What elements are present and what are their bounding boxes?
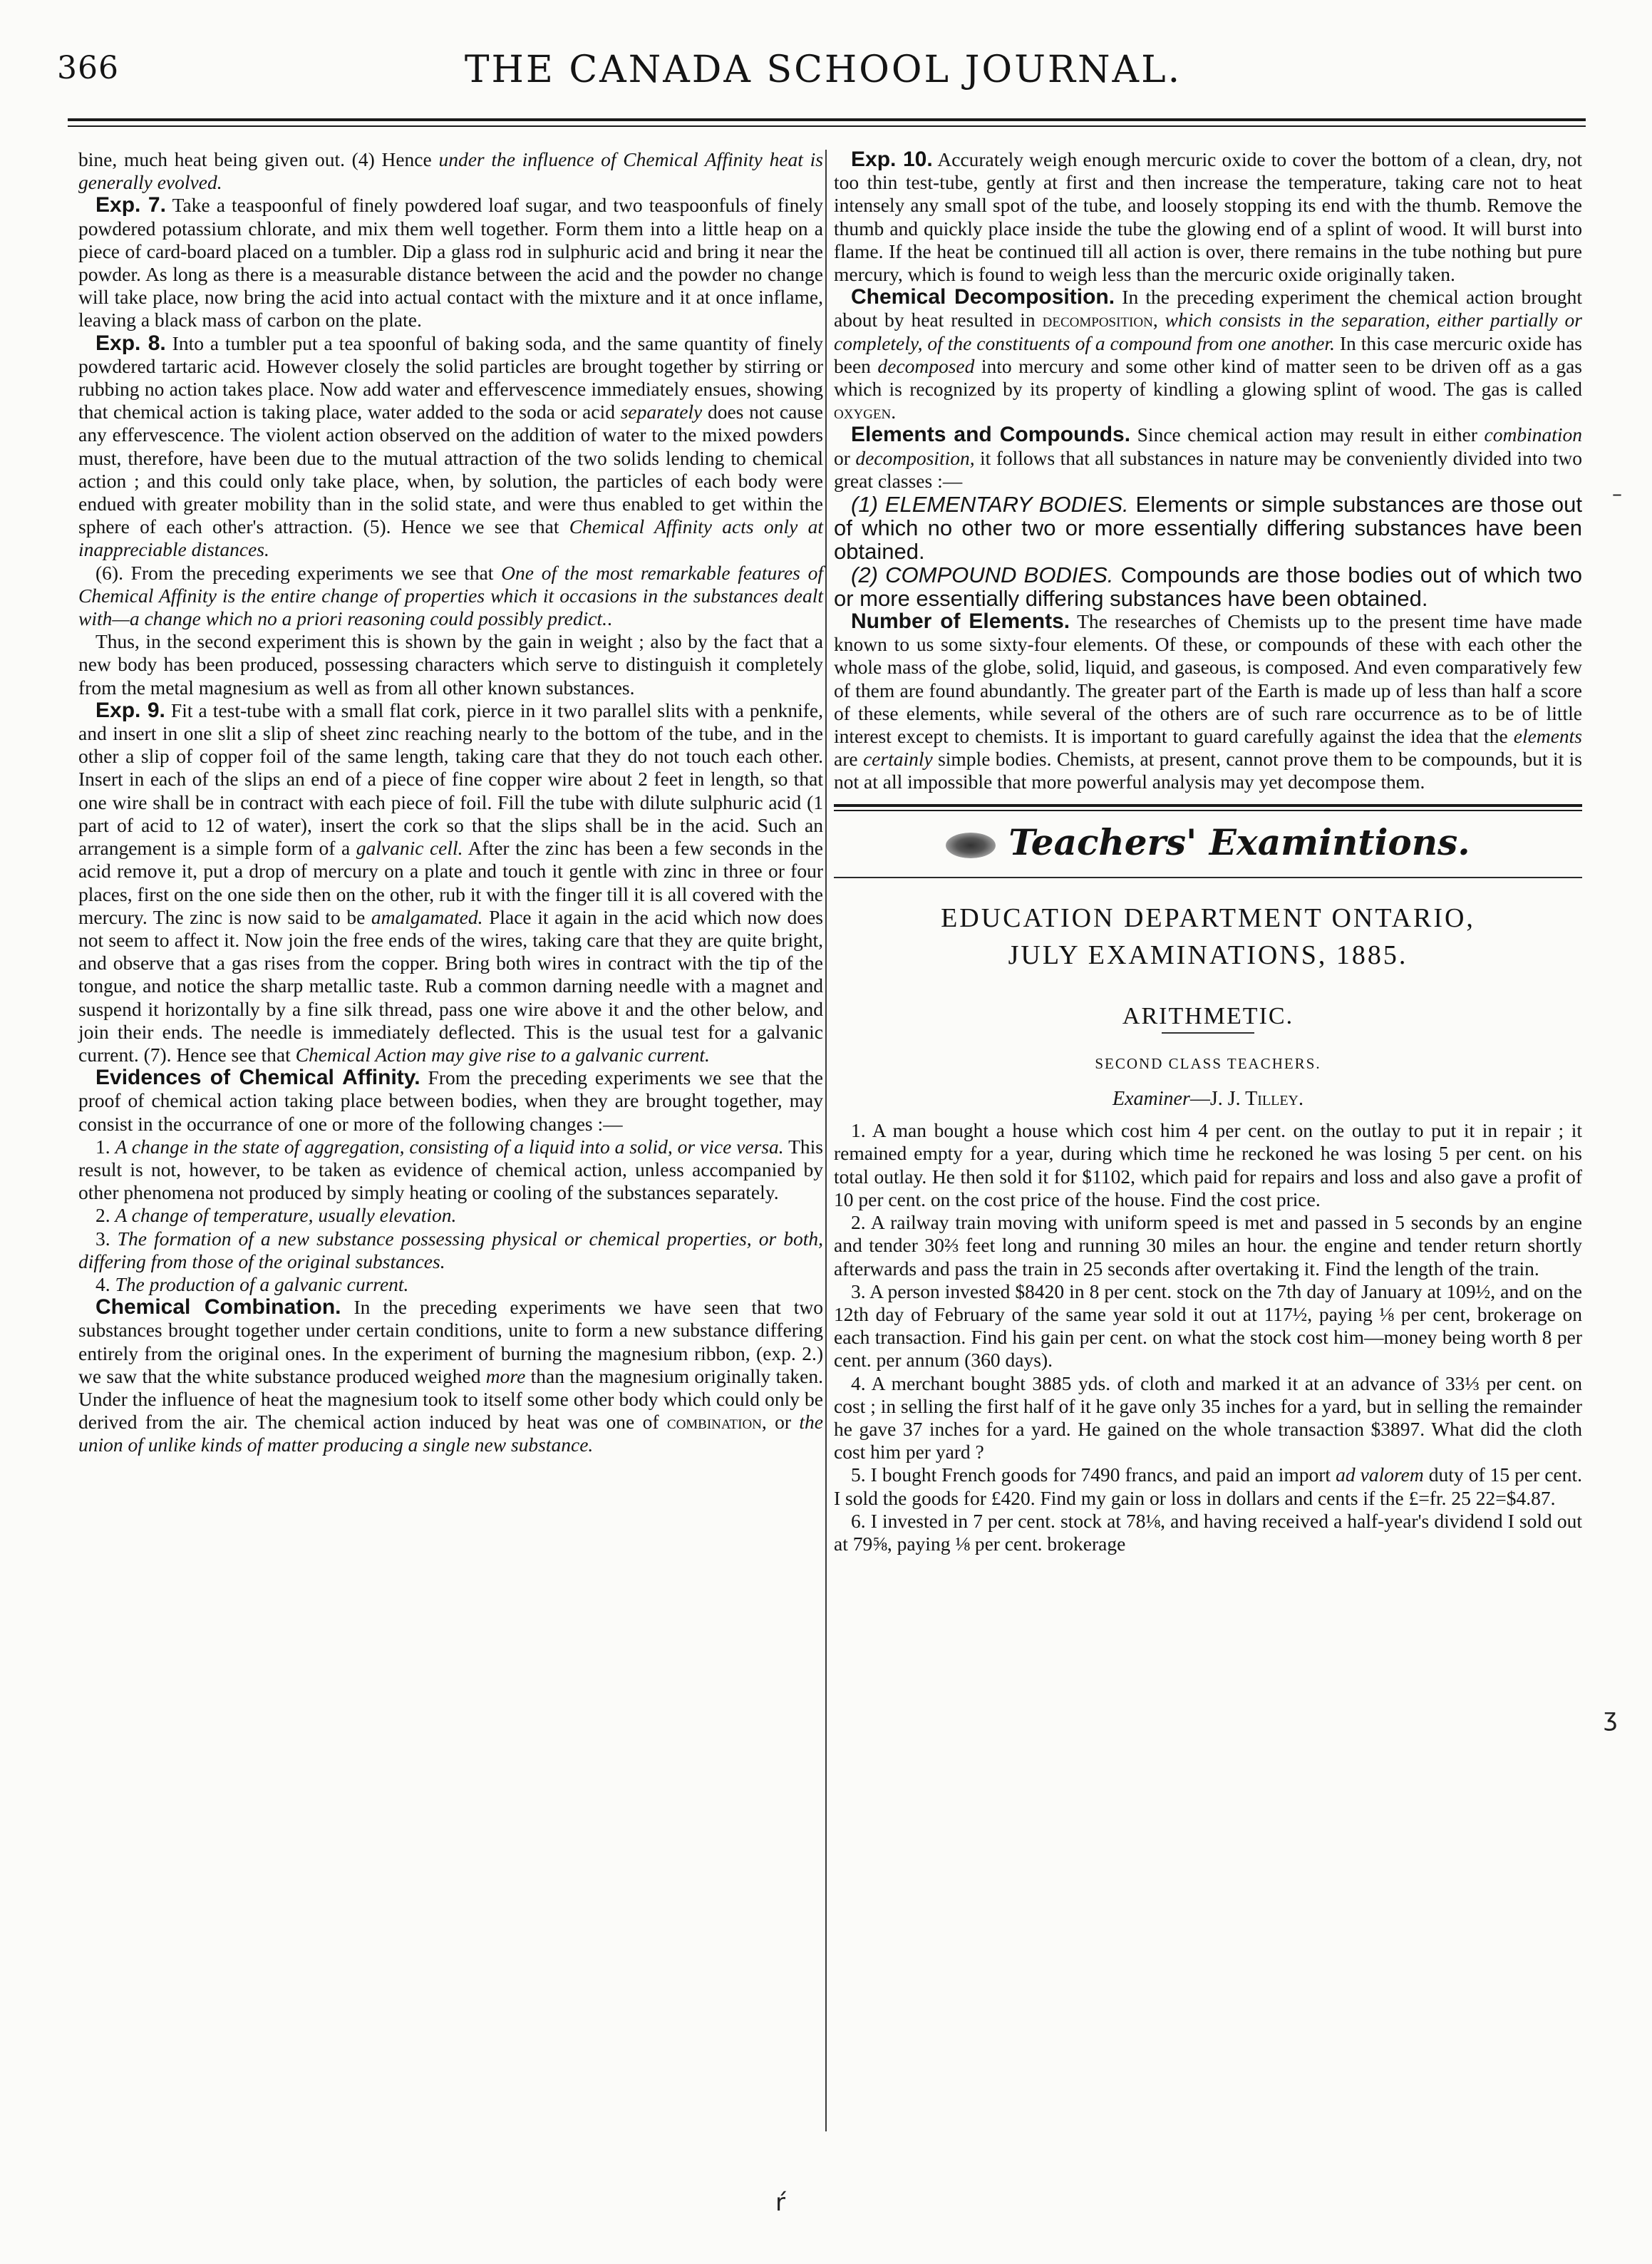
section-rule [834, 804, 1582, 807]
title-rule [834, 877, 1582, 878]
question-3: 3. A person invested $8420 in 8 per cent. stock on the 7th day of January at 109½, and on the 12th day of February of the same year sold it out at 117½, paying ⅛ per cent, brokerage on each transaction. Find his gain per cent. on what the stock cost him—money being worth 8 per cent. per annum (360 days). [834, 1280, 1582, 1372]
list-item-2: 2. A change of temperature, usually elevation. [95, 1204, 457, 1227]
paragraph-thus: Thus, in the second experiment this is shown by the gain in weight ; also by the fact that a new body has been produced, possessing characters which serve to distinguish it completely from the metal magnesium as well as from all other known substances. [78, 630, 823, 699]
question-2: 2. A railway train moving with uniform speed is met and passed in 5 seconds by an engine and tender 30⅔ feet long and running 30 miles an hour. the engine and tender return shortly afterwards and pass the train in 25 seconds after overtaking it. Find the length of the train. [834, 1211, 1582, 1280]
page-number: 366 [57, 50, 119, 86]
definition-compound: (2) COMPOUND BODIES. Compounds are those bodies out of which two or more essentially differing substances have been obtained. [834, 562, 1582, 612]
header-rule [68, 118, 1586, 121]
hand-ornament-icon [946, 833, 996, 858]
margin-mark-2: ʒ [1604, 1704, 1618, 1732]
section-rule-thin [834, 810, 1582, 811]
dept-line-1: EDUCATION DEPARTMENT ONTARIO, [941, 902, 1475, 933]
question-6: 6. I invested in 7 per cent. stock at 78⅛, and having received a half-year's dividend I sold out at 79⅝, paying ⅛ per cent. brokerage [834, 1509, 1582, 1555]
dept-line-2: JULY EXAMINATIONS, 1885. [1008, 940, 1408, 970]
list-item-3: 3. The formation of a new substance possessing physical or chemical properties, or both, differing from those of the original substances. [78, 1227, 823, 1272]
definition-elementary: (1) ELEMENTARY BODIES. Elements or simple substances are those out of which no other two or more essentially differing substances have been obtained. [834, 492, 1582, 565]
column-divider [825, 150, 827, 2131]
paragraph-evidences: Evidences of Chemical Affinity. From the preceding experiments we see that the proof of chemical action taking place between bodies, when they are brought together, may consist in the occurrance of one or more of the following changes :— [78, 1066, 824, 1135]
paragraph-combination: Chemical Combination. In the preceding experiments we have seen that two substances brought together under certain conditions, unite to form a new substance differing entirely from the original ones. In the experiment of burning the magnesium ribbon, (exp. 2.) we saw that the white substance produced weighed more than the magnesium originally taken. Under the influence of heat the magnesium took to itself some other body which could only be derived from the air. The chemical action induced by heat was one of combination, or the union of unlike kinds of matter producing a single new substance. [78, 1295, 823, 1456]
header-rule-thin [68, 125, 1586, 127]
journal-title: THE CANADA SCHOOL JOURNAL. [464, 48, 1182, 91]
paragraph-heat: bine, much heat being given out. (4) Hence under the influence of Chemical Affinity heat is generally evolved. [78, 148, 823, 194]
paragraph-exp7: Exp. 7. Take a teaspoonful of finely powdered loaf sugar, and two teaspoonfuls of finely powdered potassium chlorate, and mix them well together. Form them into a little heap on a piece of card-board placed on a tumbler. Dip a glass rod in sulphuric acid and bring it near the powder. As long as there is a measurable distance between the acid and the powder no change will take place, now bring the acid into actual contact with the mixture and it at once inflame, leaving a black mass of carbon on the plate. [78, 193, 823, 331]
paragraph-properties: (6). From the preceding experiments we see that One of the most remarkable features of Chemical Affinity is the entire change of properties which it occasions in the substances dealt with—a change which no a priori reasoning could possibly predict.. [78, 561, 823, 630]
subject-rule [1162, 1032, 1254, 1034]
examiner-line: Examiner—J. J. Tilley. [1112, 1088, 1303, 1111]
bottom-mark: ŕ [775, 2188, 785, 2217]
paragraph-elements: Elements and Compounds. Since chemical action may result in either combination or decomposition, it follows that all substances in nature may be conveniently divided into two great classes :— [834, 423, 1583, 492]
question-5: 5. I bought French goods for 7490 francs, and paid an import ad valorem duty of 15 per cent. I sold the goods for £420. Find my gain or loss in dollars and cents if the £=fr. 25 22=$4.87. [834, 1463, 1583, 1509]
page-header [57, 34, 1589, 113]
subject-heading: ARITHMETIC. [1122, 1002, 1294, 1029]
right-column [834, 148, 1582, 1555]
left-column [78, 148, 823, 1457]
question-1: 1. A man bought a house which cost him 4 per cent. on the outlay to put it in repair ; it remained empty for a year, during which time he reckoned he was losing 5 per cent. on his total outlay. He then sold it for $1102, which paid for repairs and loss and also gave a profit of 10 per cent. on the cost price of the house. Find the cost price. [834, 1119, 1582, 1210]
question-4: 4. A merchant bought 3885 yds. of cloth and marked it at an advance of 33⅓ per cent. on cost ; in selling the first half of it he gave only 35 inches for a yard, but in selling the remainder he gave 37 inches for a yard. He gained on the whole transaction $3897. What did the cloth cost him per yard ? [834, 1372, 1582, 1463]
section-title-teachers: Teachers' Examintions. [834, 831, 1582, 858]
class-heading: SECOND CLASS TEACHERS. [1095, 1054, 1321, 1072]
paragraph-number-elements: Number of Elements. The researches of Chemists up to the present time have made known to us some sixty-four elements. Of these, or compounds of these with each other the whole mass of the globe, solid, liquid, and gaseous, is composed. And even comparatively few of them are found abundantly. The greater part of the Earth is made up of less than half a score of these elements, while several of the others are of such rare occurrence as to be of little interest except to chemists. It is important to guard carefully against the idea that the elements are certainly simple bodies. Chemists, at present, cannot prove them to be compounds, but it is not at all impossible that more powerful analysis may yet decompose them. [834, 609, 1582, 793]
list-item-1: 1. A change in the state of aggregation, consisting of a liquid into a solid, or vice versa. This result is not, however, to be taken as evidence of chemical action, unless accompanied by other phenomena not produced by simply heating or cooling of the substances separately. [78, 1135, 823, 1204]
paragraph-exp8: Exp. 8. Into a tumbler put a tea spoonful of baking soda, and the same quantity of finely powdered tartaric acid. However closely the solid particles are brought together by stirring or rubbing no action takes place. Now add water and effervescence immediately ensues, showing that chemical action is taking place, water added to the soda or acid separately does not cause any effervescence. The violent action observed on the addition of water to the mixed powders must, therefore, have been due to the mutual attraction of the two solids lending to chemical action ; and this could only take place, when, by solution, the particles of each body were endued with greater mobility than in the solid state, and were thus enabled to get within the sphere of each other's attraction. (5). Hence we see that Chemical Affinity acts only at inappreciable distances. [78, 331, 824, 561]
paragraph-exp10: Exp. 10. Accurately weigh enough mercuric oxide to cover the bottom of a clean, dry, not too thin test-tube, gently at first and then increase the temperature, taking care not to heat intensely any small spot of the tube, and loosely stopping its end with the thumb. Remove the thumb and quickly place inside the tube the glowing end of a splint of wood. It will burst into flame. If the heat be continued till all action is over, there remains in the tube nothing but pure mercury, which is found to weigh less than the mercuric oxide originally taken. [834, 148, 1582, 286]
paragraph-exp9: Exp. 9. Fit a test-tube with a small flat cork, pierce in it two parallel slits with a penknife, and insert in one slit a slip of sheet zinc reaching nearly to the bottom of the tube, and in the other a slip of copper foil of the same length, taking care that they do not touch each other. Insert in each of the slips an end of a piece of fine copper wire about 2 feet in length, so that one wire shall be in contract with each piece of foil. Fill the tube with dilute sulphuric acid (1 part of acid to 12 of water), insert the cork so that the slips shall be in the acid. Such an arrangement is a simple form of a galvanic cell. After the zinc has been a few seconds in the acid remove it, put a drop of mercury on a plate and touch it gentle with zinc in three or four places, first on the one side then on the other, rub it with the finger till it is all covered with the mercury. The zinc is now said to be amalgamated. Place it again in the acid which now does not seem to affect it. Now join the free ends of the wires, taking care that they are quite bright, and observe that a gas rises from the copper. Bring both wires in contract with the tip of the tongue, and notice the sharp metallic taste. Rub a common darning needle with a magnet and suspend it horizontally by a fine silk thread, pass one wire above it and the other below, and join their ends. The needle is immediately deflected. This is the usual test for a galvanic current. (7). Hence see that Chemical Action may give rise to a galvanic current. [78, 698, 824, 1066]
margin-mark: – [1612, 482, 1622, 505]
paragraph-decomposition: Chemical Decomposition. In the preceding experiment the chemical action brought about by heat resulted in decomposition, which consists in the separation, either partially or completely, of the constituents of a compound from one another. In this case mercuric oxide has been decomposed into mercury and some other kind of matter seen to be driven off as a gas which is recognized by its property of kindling a glowing splint of wood. The gas is called oxygen. [834, 285, 1582, 423]
list-item-4: 4. The production of a galvanic current. [95, 1272, 409, 1295]
